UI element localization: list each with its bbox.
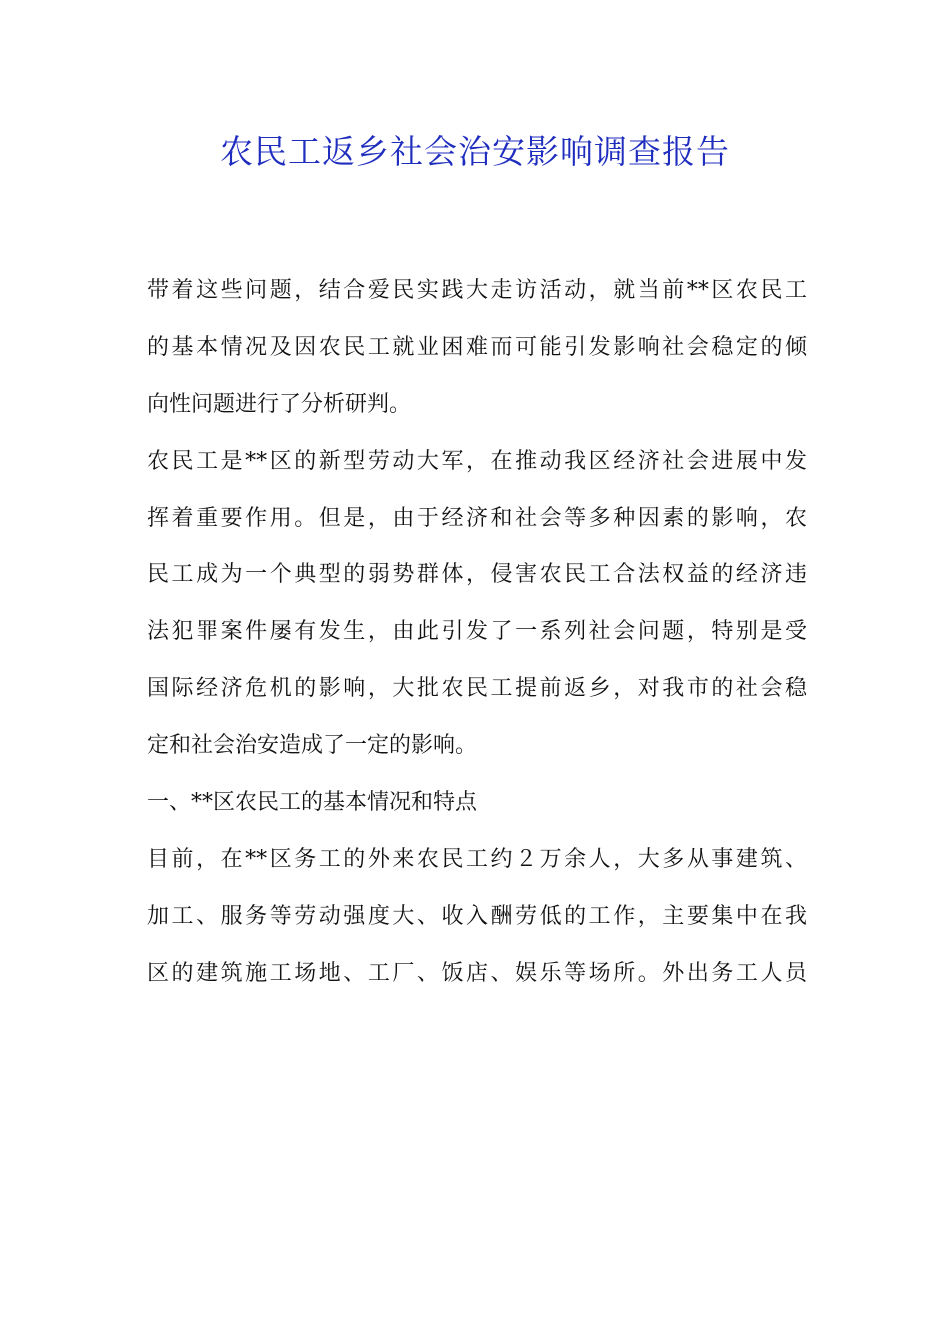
section-heading [147,775,807,832]
paragraph-current-situation [147,832,807,1003]
text-line: 目前，在**区务工的外来农民工约２万余人，大多从事建筑、 [147,846,807,872]
text-line: 加工、服务等劳动强度大、收入酬劳低的工作，主要集中在我 [147,903,807,929]
text-line: 国际经济危机的影响，大批农民工提前返乡，对我市的社会稳 [147,676,807,702]
text-line: 农民工是**区的新型劳动大军，在推动我区经济社会进展中发 [147,448,807,474]
text-line: 区的建筑施工场地、工厂、饭店、娱乐等场所。外出务工人员 [147,960,807,986]
text-line: 向性问题进行了分析研判。 [147,391,412,417]
text-line: 的基本情况及因农民工就业困难而可能引发影响社会稳定的倾 [147,334,807,360]
document-body [147,263,807,1003]
text-line: 民工成为一个典型的弱势群体，侵害农民工合法权益的经济违 [147,562,807,588]
paragraph-intro [147,263,807,434]
text-line: 带着这些问题，结合爱民实践大走访活动，就当前**区农民工 [147,278,807,303]
section-heading-text: 一、**区农民工的基本情况和特点 [147,790,478,816]
document-title: 农民工返乡社会治安影响调查报告 [220,132,730,171]
text-line: 法犯罪案件屡有发生，由此引发了一系列社会问题，特别是受 [147,619,807,645]
text-line: 定和社会治安造成了一定的影响。 [147,733,478,759]
paragraph-background [147,434,807,775]
text-line: 挥着重要作用。但是，由于经济和社会等多种因素的影响，农 [147,505,807,531]
